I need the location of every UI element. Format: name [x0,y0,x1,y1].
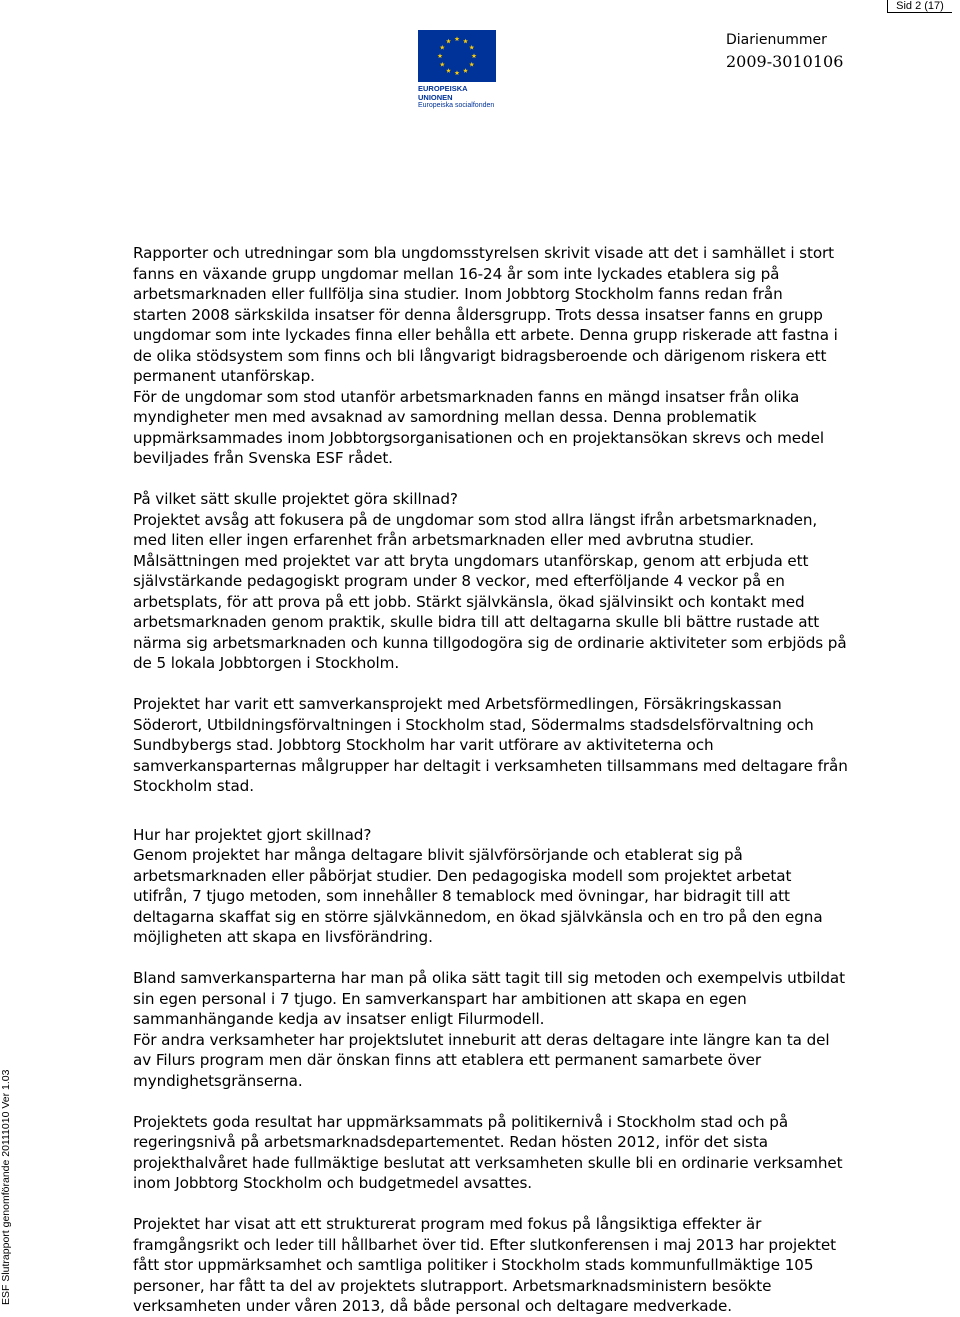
text-line: För andra verksamheter har projektslutet inneburit att deras deltagare inte längre kan ta del [133,1030,830,1049]
eu-flag-icon [418,30,496,82]
text-line: de 5 lokala Jobbtorgen i Stockholm. [133,654,400,672]
text-line: sin egen personal i 7 tjugo. En samverkanspart har ambitionen att skapa en egen [133,989,747,1008]
text-line: regeringsnivå på arbetsmarknadsdepartementet. Redan hösten 2012, inför det sista [133,1133,768,1151]
text-line: Projektet har visat att ett strukturerat program med fokus på långsiktiga effekter är [133,1215,762,1233]
text-line: För de ungdomar som stod utanför arbetsmarknaden fanns en mängd insatser från olika [133,387,800,406]
text-line: inom Jobbtorg Stockholm och budgetmedel avsattes. [133,1174,533,1192]
text-line: utifrån, 7 tjugo metoden, som innehåller 8 temablock med övningar, har bidragit till att [133,887,790,905]
text-line: närma sig arbetsmarknaden och kunna tillgodogöra sig de ordinarie aktiviteter som erbjöds på [133,633,847,652]
text-line: myndighetsgränserna. [133,1071,303,1090]
paragraph-cooperation [133,694,948,797]
text-line: de olika stödsystem som finns och bli långvarigt bidragsberoende och därigenom riskera ett [133,346,827,365]
text-line: fanns en växande grupp ungdomar mellan 16-24 år som inte lyckades etablera sig på [133,264,780,283]
text-line: av Filurs program men där önskan finns att etablera ett permanent samarbete över [133,1051,762,1069]
document-body [133,243,948,1317]
text-line: Hur har projektet gjort skillnad? [133,825,372,844]
text-line: personer, har fått ta del av projektets slutrapport. Arbetsmarknadsministern besökte [133,1276,772,1295]
paragraph-partners [133,968,948,1091]
paragraph-recognition [133,1112,948,1194]
text-line: samverkansparternas målgrupper har deltagit i verksamheten tillsammans med deltagare från [133,756,848,775]
text-line: Rapporter och utredningar som bla ungdomsstyrelsen skrivit visade att det i samhället i stort [133,244,835,262]
text-line: sammanhängande kedja av insatser enligt Filurmodell. [133,1010,545,1028]
text-line: Projektets goda resultat har uppmärksammats på politikernivå i Stockholm stad och på [133,1112,789,1131]
text-line: ungdomar som inte lyckades finna eller behålla ett arbete. Denna grupp riskerade att fastna i [133,326,838,344]
eu-logo-subtitle: Europeiska socialfonden [418,102,495,109]
text-line: arbetsplats, för att prova på ett jobb. Stärkt självkänsla, ökad självinsikt och kontakt med [133,592,805,611]
text-line: arbetsmarknaden genom praktik, skulle bidra till att deltagarna skulle bli bättre rustade att [133,613,820,631]
text-line: Stockholm stad. [133,777,254,795]
eu-logo [418,30,496,110]
text-line: Projektet har varit ett samverkansprojekt med Arbetsförmedlingen, Försäkringskassan [133,695,782,713]
text-line: fått stor uppmärksamhet och samtliga politiker i Stockholm stads kommunfullmäktige 105 [133,1256,814,1274]
text-line: permanent utanförskap. [133,367,315,385]
text-line: arbetsmarknaden eller påbörjat studier. Den pedagogiska modell som projektet arbetat [133,866,792,885]
text-line: beviljades från Svenska ESF rådet. [133,449,393,467]
text-line: möjligheten att skapa en livsförändring. [133,928,433,946]
text-line: deltagarna skaffat sig en större självkännedom, en ökad självkänsla och en tro på den egna [133,907,823,926]
text-line: Genom projektet har många deltagare blivit självförsörjande och etablerat sig på [133,846,743,864]
diarienummer-block [726,31,843,73]
page-number-label: Sid 2 (17) [887,0,952,13]
paragraph-difference [133,489,948,674]
text-line: projekthalvåret hade fullmäktige beslutat att verksamheten skulle bli en ordinarie verksamhet [133,1153,843,1172]
text-line: Sundbybergs stad. Jobbtorg Stockholm har varit utförare av aktiviteterna och [133,736,714,754]
text-line: starten 2008 särkskilda insatser för denna åldersgrupp. Trots dessa insatser fanns en grupp [133,305,823,324]
eu-logo-title: EUROPEISKA UNIONEN [418,84,468,102]
text-line: uppmärksammades inom Jobbtorgsorganisationen och en projektansökan skrevs och medel [133,428,824,447]
text-line: framgångsrikt och leder till hållbarhet över tid. Efter slutkonferensen i maj 2013 har projektet [133,1235,836,1254]
paragraph-sustainability [133,1214,948,1317]
paragraph-result [133,825,948,948]
text-line: Bland samverkansparterna har man på olika sätt tagit till sig metoden och exempelvis utbildat [133,969,845,987]
text-line: verksamheten under våren 2013, då både personal och deltagare medverkade. [133,1297,732,1315]
text-line: med liten eller ingen erfarenhet från arbetsmarknaden eller med avbrutna studier. [133,531,755,549]
text-line: arbetsmarknaden eller fullfölja sina studier. Inom Jobbtorg Stockholm fanns redan från [133,285,783,303]
text-line: Projektet avsåg att fokusera på de ungdomar som stod allra längst ifrån arbetsmarknaden, [133,510,818,529]
text-line: självstärkande pedagogiskt program under 8 veckor, med efterföljande 4 veckor på en [133,572,785,590]
text-line: Målsättningen med projektet var att bryta ungdomars utanförskap, genom att erbjuda ett [133,551,809,570]
diarienummer-value: 2009-3010106 [726,52,844,71]
diarienummer-label: Diarienummer [726,32,827,48]
paragraph-background [133,243,948,469]
text-line: På vilket sätt skulle projektet göra skillnad? [133,490,458,508]
text-line: Söderort, Utbildningsförvaltningen i Stockholm stad, Södermalms stadsdelsförvaltning och [133,715,814,734]
footer-version-text: ESF Slutrapport genomförande 20111010 Ver 1.03 [0,1069,12,1305]
text-line: myndigheter men med avsaknad av samordning mellan dessa. Denna problematik [133,408,757,426]
